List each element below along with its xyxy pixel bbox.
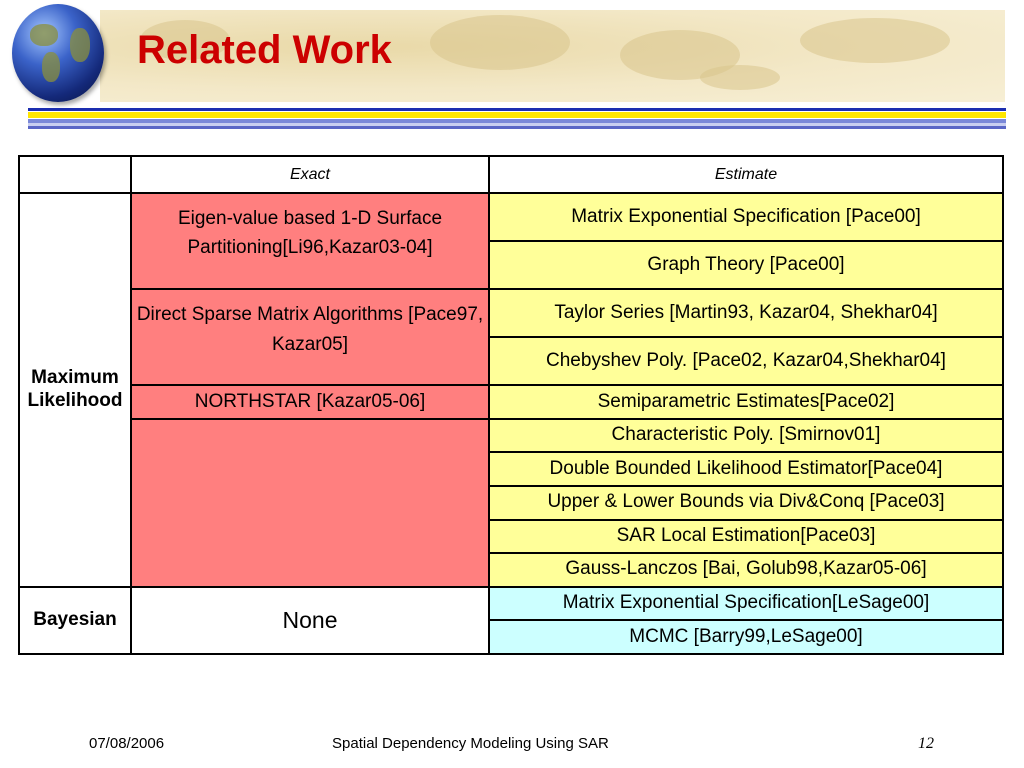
table-row	[19, 193, 1003, 241]
estimate-method-cell: SAR Local Estimation[Pace03]	[489, 520, 1003, 554]
footer-date: 07/08/2006	[89, 735, 165, 752]
estimate-method-cell: Upper & Lower Bounds via Div&Conq [Pace03]	[489, 486, 1003, 520]
globe-logo-icon	[12, 4, 104, 102]
estimate-method-cell: Characteristic Poly. [Smirnov01]	[489, 419, 1003, 453]
related-work-table	[18, 155, 1004, 655]
exact-method-cell: NORTHSTAR [Kazar05-06]	[131, 385, 489, 419]
header-estimate: Estimate	[489, 156, 1003, 193]
estimate-method-cell: MCMC [Barry99,LeSage00]	[489, 620, 1003, 654]
estimate-method-cell: Gauss-Lanczos [Bai, Golub98,Kazar05-06]	[489, 553, 1003, 587]
table-row	[19, 587, 1003, 621]
row-label-bayesian: Bayesian	[19, 587, 131, 654]
footer-title: Spatial Dependency Modeling Using SAR	[332, 735, 609, 752]
estimate-method-cell: Taylor Series [Martin93, Kazar04, Shekhar04]	[489, 289, 1003, 337]
table-row	[19, 385, 1003, 419]
estimate-method-cell: Matrix Exponential Specification[LeSage00]	[489, 587, 1003, 621]
row-label-maximum-likelihood: Maximum Likelihood	[19, 193, 131, 587]
header-stripe-divider	[28, 108, 1006, 129]
table-row	[19, 289, 1003, 337]
estimate-method-cell: Double Bounded Likelihood Estimator[Pace04]	[489, 452, 1003, 486]
exact-method-cell: Eigen-value based 1-D Surface Partitioning[Li96,Kazar03-04]	[131, 193, 489, 289]
header-empty-cell	[19, 156, 131, 193]
exact-empty-cell	[131, 419, 489, 587]
header-exact: Exact	[131, 156, 489, 193]
estimate-method-cell: Matrix Exponential Specification [Pace00]	[489, 193, 1003, 241]
exact-method-cell: None	[131, 587, 489, 654]
page-number: 12	[918, 735, 934, 752]
estimate-method-cell: Chebyshev Poly. [Pace02, Kazar04,Shekhar04]	[489, 337, 1003, 385]
estimate-method-cell: Graph Theory [Pace00]	[489, 241, 1003, 289]
slide-title: Related Work	[137, 28, 392, 72]
exact-method-cell: Direct Sparse Matrix Algorithms [Pace97, Kazar05]	[131, 289, 489, 385]
table-header-row	[19, 156, 1003, 193]
estimate-method-cell: Semiparametric Estimates[Pace02]	[489, 385, 1003, 419]
table-row	[19, 419, 1003, 453]
